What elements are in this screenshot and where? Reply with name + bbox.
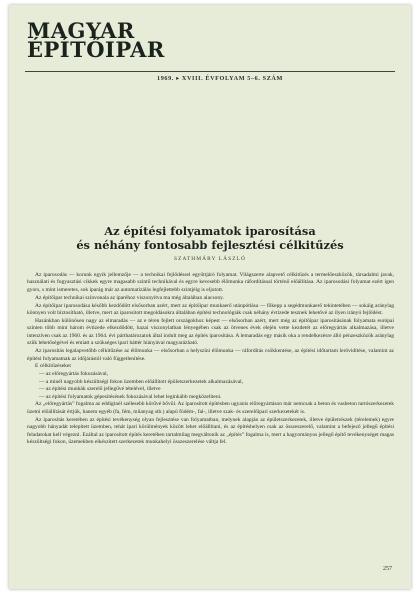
masthead-line-1: MAGYAR [27, 18, 135, 43]
article-title [9, 224, 411, 252]
list-item: — az építési folyamatok gépesítésének fokozásával lehet leginkább megközelíteni. [39, 393, 222, 400]
body-paragraph: Az iparosodás — korunk egyik jellemzője — a technikai fejlődéssel együttjáró folyamat. Világszerte alapvető célkitűzés a termelőeszközök, társadalmi javak, használati és fogyasztási cikkek egyre magasabb szintű technikával és egyre kevesebb élőmunka ráfordítással történő előállítása. Az iparosodási folyamat ezért igen gyors, s mint ismeretes, sok iparág már az automatizálás legfejlettebb szintjéig is eljutott. [27, 272, 394, 293]
issue-line: 1969. ▸ XVIII. ÉVFOLYAM 5–6. SZÁM [157, 75, 283, 82]
body-paragraph: Az építőipar iparosodása később kezdődött elsősorban azért, mert az építőipar munkaerő utánpótlása — főkepp a segédmunkaerő tekintetében — sokáig aránylag könnyen volt biztosítható, illetve, mert az iparosított megoldásokra általában építési technológiák csak néhány évtizede tesznek lehetővé az ilyen irányú fejlődést. [27, 302, 394, 317]
article-title-line-2: és néhány fontosabb fejlesztési célkitűzés [76, 238, 344, 252]
journal-page [9, 5, 411, 589]
body-paragraph: Az iparosítás legalapvetőbb célkitűzése az élőmunka — elsősorban a helyszíni élőmunka — ráfordítás csökkentése, az építési időtartam lerövidítése, valamint az építési folyamatnak az időjárástól való függetlenítése. [27, 348, 394, 362]
body-paragraph: Az iparosítás keretében az építési tevékenység olyan fejlesztése van folyamatban, melynek alapján az épületszerkezetek, illetve épületrészek (térelemek) egyre nagyobb hányadát telepített üzemben, tehát ipari körülmények között lehet előállítani, és az építéshelyen csak az összeszerelő, valamint a befejező jellegű építési feladatokat kell végezni. Ezáltal az iparosított építés keretében tartalmilag megváltonik az „építés” fogalma is, mert a hagyományos jellegű építő tevékenységet magas készültségi fokon, üzemekben elkészített szerkezetek munkahelyi összeszerelése váltja fel. [27, 416, 394, 446]
article-author: SZATHMÁRY LÁSZLÓ [173, 256, 247, 262]
masthead-rule [25, 71, 395, 72]
body-paragraph: Az építőipar technikai színvonala az iparéhoz viszonyítva ma még általában alacsony. [35, 294, 224, 301]
list-item: — a minél nagyobb készültségi fokon üzemben előállított épületszerkezetek alkalmazásával, [39, 378, 244, 385]
list-item: — az előregyártás fokozásával, [39, 371, 109, 378]
masthead-line-2: ÉPÍTŐIPAR [27, 37, 165, 62]
list-item: — az építési munkák szerelő jellegűvé tételével, illetve [39, 386, 161, 393]
objectives-list [27, 371, 394, 401]
article-title-line-1: Az építési folyamatok iparosítása [104, 224, 316, 238]
body-paragraph: Az „előregyártás” fogalma az eddiginél szélesebb körűvé bővül. Az iparosított építésben ugyanis előregyártáson már nemcsak a beton és vasbeton tartószerkezetek üzemi előállítását értjük, hanem egyéb (fa, fém, műanyag stb.) alapú födém-, fal-, illetve szak- és szerelőipari szerkezetekét is. [27, 401, 394, 415]
journal-masthead [27, 18, 165, 62]
body-paragraph: Hazánkban különösen nagy az elmaradás — az e téren fejlett országokhoz képest — elsősorban azért, mert még az építőipar iparosításának folyamata európai szinten több mint három évtizede elkezdődött, hazai viszonylatban lényegében csak az ötvenes évek elején vette kezdetét az előregyártás alkalmazása, illetve intenzíven csak az 1960. és az 1964. évi párthatározatok által indult meg az építés iparosítása. A lemaradás egy másik oka a rendelkezésre álló pénzeszközök aránylag szűk lehetőségével és emiatt a szükséges ipari háttér hiányával magyarázható. [27, 317, 394, 347]
page-number: 257 [383, 566, 392, 572]
article-body [27, 272, 394, 447]
body-paragraph: E célkitűzéseket [35, 363, 71, 370]
